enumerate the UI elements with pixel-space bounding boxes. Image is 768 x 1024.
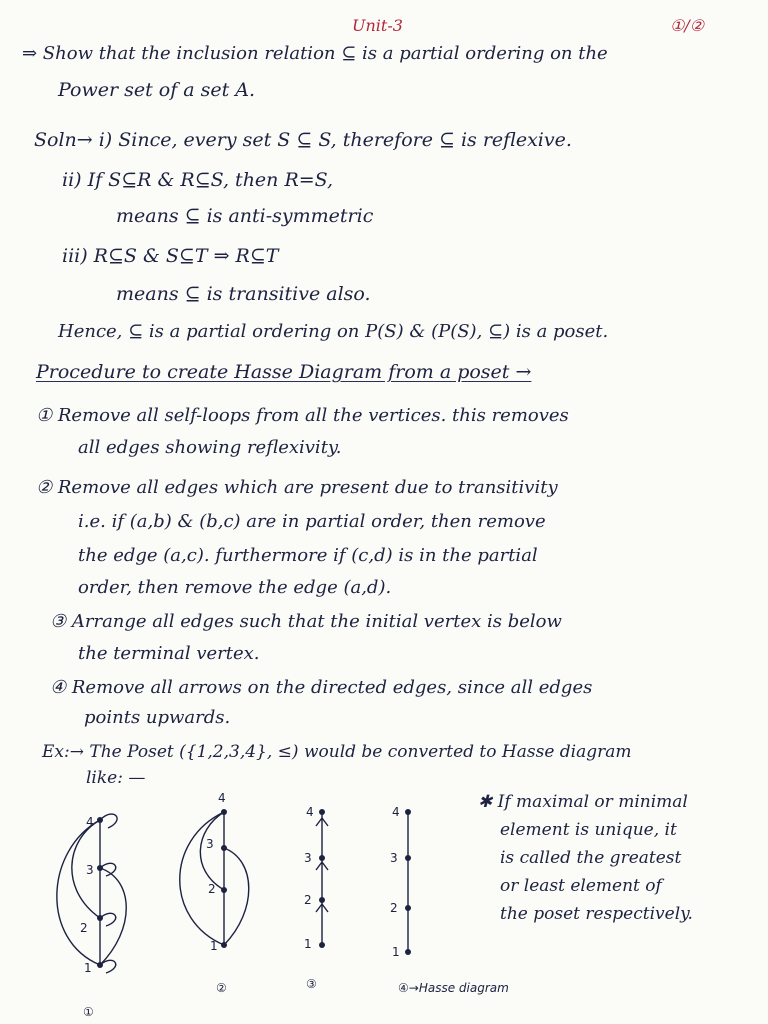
diagram-4-label-3: 3 bbox=[390, 851, 398, 865]
example-line-2: like: — bbox=[86, 768, 146, 788]
step-4-line-2: points upwards. bbox=[84, 707, 231, 728]
diagram-1-label-2: 2 bbox=[80, 921, 88, 935]
note-line-4: or least element of bbox=[500, 876, 662, 896]
solution-line-4: iii) R⊆S & S⊆T ⇒ R⊆T bbox=[62, 245, 279, 267]
question-line-2: Power set of a set A. bbox=[58, 79, 256, 101]
diagram-1-label-3: 3 bbox=[86, 863, 94, 877]
step-3-line-1: ③ Arrange all edges such that the initial vertex is below bbox=[50, 611, 562, 632]
diagram-4-hasse bbox=[390, 805, 509, 995]
diagram-1-label-1: 1 bbox=[84, 961, 92, 975]
diagram-1-directed-graph bbox=[57, 814, 126, 1019]
diagram-4-label-1: 1 bbox=[392, 945, 400, 959]
diagram-4-label-2: 2 bbox=[390, 901, 398, 915]
diagram-3-label-1: 1 bbox=[304, 937, 312, 951]
diagram-3-arrows-up bbox=[304, 805, 328, 991]
diagram-4-step-label: ④→Hasse diagram bbox=[398, 981, 509, 995]
step-3-line-2: the terminal vertex. bbox=[78, 643, 260, 664]
diagram-2-label-4: 4 bbox=[218, 791, 226, 805]
diagram-1-step-label: ① bbox=[83, 1005, 94, 1019]
solution-line-5: means ⊆ is transitive also. bbox=[116, 283, 371, 305]
step-1-line-2: all edges showing reflexivity. bbox=[78, 437, 342, 458]
diagram-2-label-2: 2 bbox=[208, 882, 216, 896]
diagram-3-label-2: 2 bbox=[304, 893, 312, 907]
note-line-5: the poset respectively. bbox=[500, 904, 693, 924]
procedure-title: Procedure to create Hasse Diagram from a poset → bbox=[36, 361, 532, 383]
diagram-2-no-loops bbox=[180, 791, 249, 995]
diagram-4-label-4: 4 bbox=[392, 805, 400, 819]
diagram-2-label-1: 1 bbox=[210, 939, 218, 953]
step-2-line-1: ② Remove all edges which are present due to transitivity bbox=[36, 477, 558, 498]
solution-conclusion: Hence, ⊆ is a partial ordering on P(S) & (P(S), ⊆) is a poset. bbox=[58, 321, 609, 342]
unit-heading: Unit-3 bbox=[352, 16, 403, 35]
step-2-line-2: i.e. if (a,b) & (b,c) are in partial order, then remove bbox=[78, 511, 546, 532]
diagram-1-label-4: 4 bbox=[86, 815, 94, 829]
example-line-1: Ex:→ The Poset ({1,2,3,4}, ≤) would be converted to Hasse diagram bbox=[42, 742, 632, 762]
diagram-2-step-label: ② bbox=[216, 981, 227, 995]
note-line-3: is called the greatest bbox=[500, 848, 682, 868]
solution-line-2: ii) If S⊆R & R⊆S, then R=S, bbox=[62, 169, 334, 191]
step-4-line-1: ④ Remove all arrows on the directed edges, since all edges bbox=[50, 677, 593, 698]
note-line-1: ✱ If maximal or minimal bbox=[478, 792, 688, 812]
step-1-line-1: ① Remove all self-loops from all the vertices. this removes bbox=[36, 405, 569, 426]
diagram-3-label-3: 3 bbox=[304, 851, 312, 865]
diagram-3-step-label: ③ bbox=[306, 977, 317, 991]
step-2-line-4: order, then remove the edge (a,d). bbox=[78, 577, 392, 598]
question-line-1: ⇒ Show that the inclusion relation ⊆ is a partial ordering on the bbox=[22, 43, 608, 64]
note-line-2: element is unique, it bbox=[500, 820, 677, 840]
diagram-3-label-4: 4 bbox=[306, 805, 314, 819]
solution-line-3: means ⊆ is anti-symmetric bbox=[116, 205, 374, 227]
solution-line-1: Soln→ i) Since, every set S ⊆ S, therefore ⊆ is reflexive. bbox=[34, 129, 572, 151]
diagram-2-label-3: 3 bbox=[206, 837, 214, 851]
page-number: ①/② bbox=[670, 16, 705, 35]
step-2-line-3: the edge (a,c). furthermore if (c,d) is in the partial bbox=[78, 545, 538, 566]
